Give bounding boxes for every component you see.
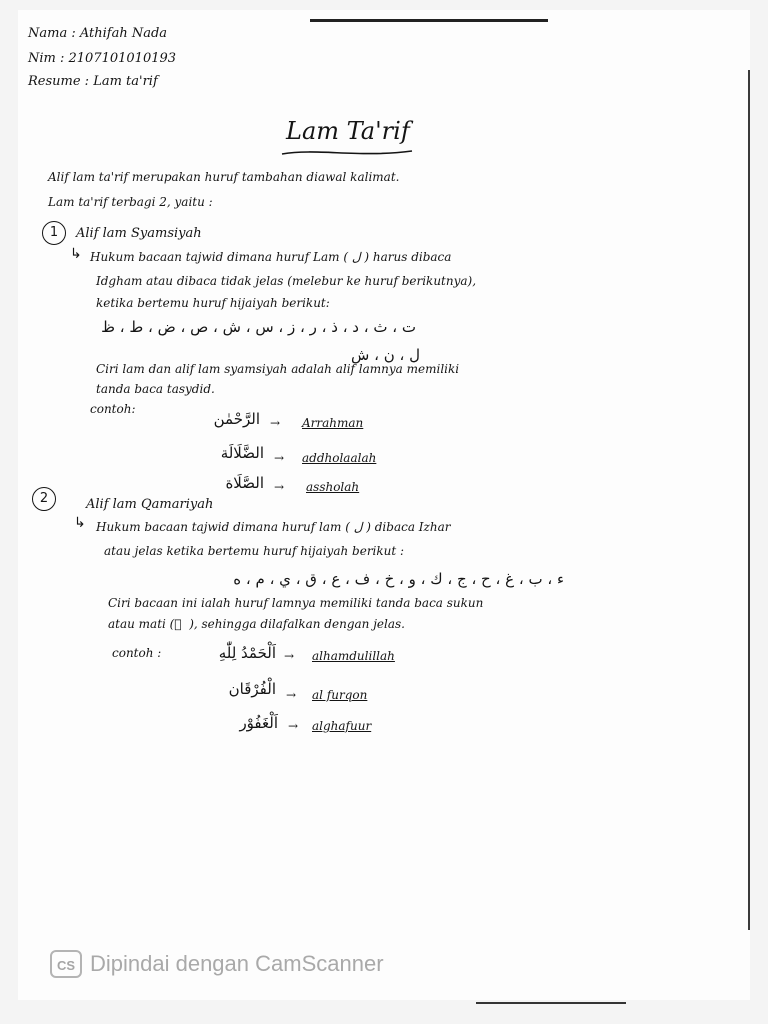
example-arrow: → [274,480,285,494]
section-2-heading: Alif lam Qamariyah [86,497,214,512]
section-2-line-2: atau jelas ketika bertemu huruf hijaiyah berikut : [104,544,405,558]
example-arrow: → [284,649,295,663]
section-1-note-1: Ciri lam dan alif lam syamsiyah adalah alif lamnya memiliki [96,362,460,376]
page-title: Lam Ta'rif [286,117,410,145]
subitem-arrow-icon: ↳ [74,515,86,531]
section-2-contoh-label: contoh : [112,646,162,660]
example-1-2-latin: addholaalah [302,451,377,465]
example-2-2-latin: al furqon [312,688,368,702]
example-1-3-latin: assholah [306,480,360,494]
section-2-number: 2 [32,487,56,511]
camscanner-watermark-text: Dipindai dengan CamScanner [90,951,384,976]
camscanner-watermark [50,950,384,978]
section-1-line-3: ketika bertemu huruf hijaiyah berikut: [96,296,330,310]
example-1-1-latin: Arrahman [302,416,364,430]
header-nim: Nim : 2107101010193 [28,51,177,66]
intro-line-2: Lam ta'rif terbagi 2, yaitu : [48,195,213,209]
section-1-contoh-label: contoh: [90,402,136,416]
example-arrow: → [286,688,297,702]
camscanner-logo-icon: CS [50,950,82,978]
paper-edge-bottom [476,1002,626,1004]
section-2-note-2: atau mati ( ْ ), sehingga dilafalkan dengan jelas. [108,617,405,631]
example-2-2-arabic: الْفُرْقَان [228,680,276,698]
paper-edge-right [748,70,750,930]
example-2-3-latin: alghafuur [312,719,372,733]
example-1-3-arabic: الصَّلَاة [225,474,264,492]
header-nama: Nama : Athifah Nada [28,26,168,41]
paper-edge-top [310,19,548,22]
subitem-arrow-icon: ↳ [70,246,82,262]
example-arrow: → [274,451,285,465]
qamariyah-letters: ء ، ب ، غ ، ح ، ج ، ك ، و ، خ ، ف ، ع ، ق ، ي ، م ، ه [233,570,564,588]
example-2-3-arabic: اَلْغَفُوْر [239,714,278,732]
example-2-1-latin: alhamdulillah [312,649,395,663]
example-2-1-arabic: اَلْحَمْدُ لِلّٰهِ [218,644,276,662]
section-1-line-2: Idgham atau dibaca tidak jelas (melebur ke huruf berikutnya), [96,274,477,288]
section-2-note-1: Ciri bacaan ini ialah huruf lamnya memiliki tanda baca sukun [108,596,484,610]
section-1-line-1: Hukum bacaan tajwid dimana huruf Lam ( ل ) harus dibaca [90,250,452,264]
example-1-1-arabic: الرَّحْمٰن [213,410,260,428]
section-1-heading: Alif lam Syamsiyah [76,226,202,241]
example-arrow: → [270,416,281,430]
header-resume: Resume : Lam ta'rif [28,74,158,89]
example-arrow: → [288,719,299,733]
syamsiyah-letters-1: ت ، ث ، د ، ذ ، ر ، ز ، س ، ش ، ص ، ض ، ط ، ظ [101,318,416,336]
syamsiyah-letters-2: ل ، ن ، ش [351,346,420,364]
title-underline [278,146,418,160]
example-1-2-arabic: الضَّلَالَة [220,444,264,462]
intro-line-1: Alif lam ta'rif merupakan huruf tambahan diawal kalimat. [48,170,400,184]
section-1-note-2: tanda baca tasydid. [96,382,215,396]
section-1-number: 1 [42,221,66,245]
section-2-line-1: Hukum bacaan tajwid dimana huruf lam ( ل ) dibaca Izhar [96,520,451,534]
